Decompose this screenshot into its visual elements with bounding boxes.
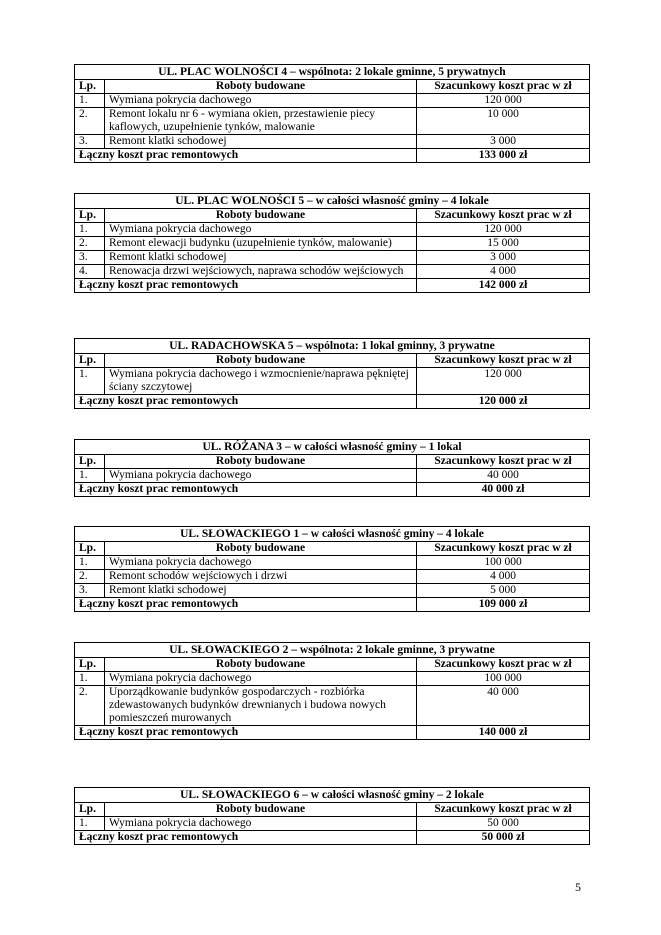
table-row [75,672,590,686]
header-works: Roboty budowane [105,542,417,556]
header-cost: Szacunkowy koszt prac w zł [417,455,590,469]
cost-table [74,64,590,163]
row-work: Remont lokalu nr 6 - wymiana okien, przestawienie piecy kaflowych, uzupełnienie tynków, malowanie [105,108,417,135]
section-slowackiego-1 [74,526,589,612]
row-cost: 15 000 [417,237,590,251]
table-row [75,94,590,108]
total-row [75,395,590,409]
table-row [75,223,590,237]
section-title: UL. PLAC WOLNOŚCI 4 – wspólnota: 2 lokale gminne, 5 prywatnych [75,65,590,80]
row-lp: 1. [75,469,105,483]
row-lp: 1. [75,817,105,831]
row-cost: 40 000 [417,686,590,726]
row-lp: 2. [75,108,105,135]
total-row [75,598,590,612]
row-work: Wymiana pokrycia dachowego [105,223,417,237]
row-cost: 120 000 [417,223,590,237]
row-work: Wymiana pokrycia dachowego [105,469,417,483]
row-cost: 100 000 [417,556,590,570]
total-label: Łączny koszt prac remontowych [75,598,417,612]
section-title: UL. RADACHOWSKA 5 – wspólnota: 1 lokal gminny, 3 prywatne [75,339,590,354]
total-row [75,483,590,497]
row-work: Remont klatki schodowej [105,251,417,265]
header-works: Roboty budowane [105,455,417,469]
header-lp: Lp. [75,455,105,469]
total-label: Łączny koszt prac remontowych [75,831,417,845]
header-cost: Szacunkowy koszt prac w zł [417,803,590,817]
cost-table [74,787,590,845]
section-plac-wolnosci-5 [74,193,589,293]
row-work: Wymiana pokrycia dachowego [105,556,417,570]
header-cost: Szacunkowy koszt prac w zł [417,354,590,368]
header-works: Roboty budowane [105,658,417,672]
header-lp: Lp. [75,803,105,817]
total-label: Łączny koszt prac remontowych [75,726,417,740]
section-radachowska-5 [74,338,589,409]
row-lp: 2. [75,237,105,251]
row-lp: 1. [75,672,105,686]
section-title: UL. SŁOWACKIEGO 1 – w całości własność gminy – 4 lokale [75,527,590,542]
total-row [75,831,590,845]
row-work: Remont elewacji budynku (uzupełnienie tynków, malowanie) [105,237,417,251]
table-row [75,135,590,149]
table-row [75,570,590,584]
row-lp: 1. [75,223,105,237]
table-row [75,108,590,135]
table-row [75,817,590,831]
section-title: UL. SŁOWACKIEGO 6 – w całości własność gminy – 2 lokale [75,788,590,803]
row-cost: 100 000 [417,672,590,686]
table-row [75,237,590,251]
section-title: UL. PLAC WOLNOŚCI 5 – w całości własność gminy – 4 lokale [75,194,590,209]
header-works: Roboty budowane [105,354,417,368]
table-row [75,251,590,265]
total-value: 133 000 zł [417,149,590,163]
total-value: 140 000 zł [417,726,590,740]
header-lp: Lp. [75,209,105,223]
cost-table [74,526,590,612]
row-lp: 2. [75,570,105,584]
row-lp: 4. [75,265,105,279]
row-work: Wymiana pokrycia dachowego [105,672,417,686]
row-cost: 4 000 [417,265,590,279]
table-row [75,368,590,395]
header-works: Roboty budowane [105,80,417,94]
table-row [75,584,590,598]
header-lp: Lp. [75,354,105,368]
header-cost: Szacunkowy koszt prac w zł [417,80,590,94]
row-cost: 4 000 [417,570,590,584]
header-cost: Szacunkowy koszt prac w zł [417,658,590,672]
section-slowackiego-6 [74,787,589,845]
total-value: 109 000 zł [417,598,590,612]
row-work: Renowacja drzwi wejściowych, naprawa schodów wejściowych [105,265,417,279]
row-cost: 10 000 [417,108,590,135]
row-work: Wymiana pokrycia dachowego [105,94,417,108]
row-cost: 120 000 [417,368,590,395]
row-lp: 3. [75,251,105,265]
total-row [75,149,590,163]
row-cost: 40 000 [417,469,590,483]
row-cost: 5 000 [417,584,590,598]
row-cost: 50 000 [417,817,590,831]
row-lp: 1. [75,556,105,570]
row-work: Uporządkowanie budynków gospodarczych - rozbiórka zdewastowanych budynków drewnianych i budowa nowych pomieszczeń murowanych [105,686,417,726]
header-lp: Lp. [75,80,105,94]
row-cost: 120 000 [417,94,590,108]
total-value: 40 000 zł [417,483,590,497]
row-work: Remont schodów wejściowych i drzwi [105,570,417,584]
total-value: 120 000 zł [417,395,590,409]
section-rozana-3 [74,439,589,497]
header-works: Roboty budowane [105,803,417,817]
header-works: Roboty budowane [105,209,417,223]
row-work: Wymiana pokrycia dachowego [105,817,417,831]
total-label: Łączny koszt prac remontowych [75,149,417,163]
section-title: UL. RÓŻANA 3 – w całości własność gminy – 1 lokal [75,440,590,455]
header-cost: Szacunkowy koszt prac w zł [417,209,590,223]
total-label: Łączny koszt prac remontowych [75,279,417,293]
header-lp: Lp. [75,658,105,672]
total-value: 50 000 zł [417,831,590,845]
header-cost: Szacunkowy koszt prac w zł [417,542,590,556]
section-slowackiego-2 [74,642,589,740]
table-row [75,265,590,279]
row-cost: 3 000 [417,251,590,265]
total-label: Łączny koszt prac remontowych [75,395,417,409]
cost-table [74,642,590,740]
table-row [75,556,590,570]
section-title: UL. SŁOWACKIEGO 2 – wspólnota: 2 lokale gminne, 3 prywatne [75,643,590,658]
row-work: Remont klatki schodowej [105,584,417,598]
page-number: 5 [575,880,581,894]
row-lp: 2. [75,686,105,726]
row-lp: 1. [75,368,105,395]
header-lp: Lp. [75,542,105,556]
row-lp: 1. [75,94,105,108]
row-lp: 3. [75,584,105,598]
cost-table [74,338,590,409]
row-work: Wymiana pokrycia dachowego i wzmocnienie/naprawa pękniętej ściany szczytowej [105,368,417,395]
total-label: Łączny koszt prac remontowych [75,483,417,497]
table-row [75,686,590,726]
row-work: Remont klatki schodowej [105,135,417,149]
total-value: 142 000 zł [417,279,590,293]
row-lp: 3. [75,135,105,149]
total-row [75,726,590,740]
row-cost: 3 000 [417,135,590,149]
section-plac-wolnosci-4 [74,64,589,163]
cost-table [74,193,590,293]
table-row [75,469,590,483]
total-row [75,279,590,293]
cost-table [74,439,590,497]
